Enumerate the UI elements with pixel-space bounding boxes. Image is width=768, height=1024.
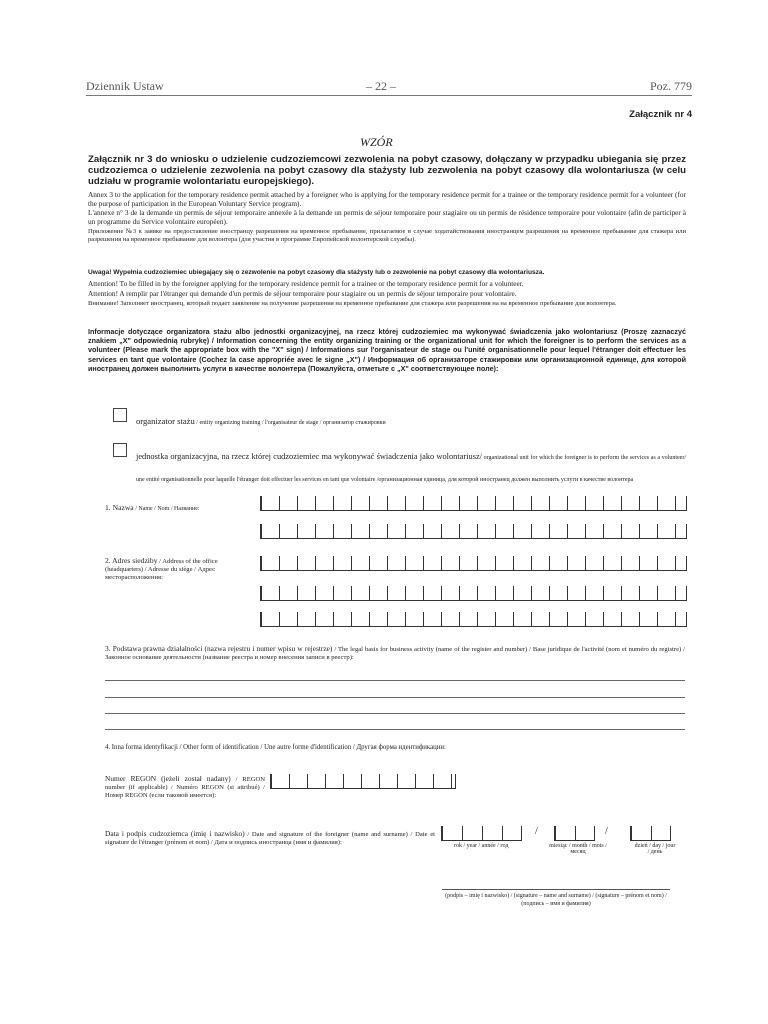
header-rule bbox=[86, 95, 692, 96]
organizer-checkbox[interactable] bbox=[113, 408, 127, 422]
field-legal-basis-label bbox=[105, 644, 685, 662]
option-organizer-label bbox=[136, 410, 686, 429]
date-separator-1: / bbox=[535, 826, 538, 837]
regon-translations: / REGON number (if applicable) / Numéro REGON (si attribué) / Номер REGON (если таковой имеется): bbox=[105, 776, 266, 800]
legal-basis-line-2[interactable] bbox=[105, 697, 685, 698]
field-address-translations: / Address of the office (headquarters) / Adresse du siège / Адрес месторасположения: bbox=[105, 558, 218, 582]
organizer-info-heading: Informacje dotyczące organizatora stażu albo jednostki organizacyjnej, na rzecz której cudzoziemiec ma wykonywać świadczenia jako wolontariusz (Proszę zaznaczyć znakiem „X" odpowiednią rubrykę) / Information concerning the entity organizing training or the organizational unit for which the foreigner is to perform the services as a volunteer (Please mark the appropriate box with the "X" sign) / Informations sur l'organisateur de stage ou l'unité organisationnelle pour lequel l'étranger doit effectuer les services en tant que volontaire (Cochez la case appropriée avec le signe „X") / Информация об организаторе стажировки или организационной единице, для которой иностранец должен выполнить услуги в качестве волонтера (Пожалуйста, отметьте с „X" соответствующее поле): bbox=[88, 327, 686, 373]
signature-line[interactable] bbox=[442, 889, 670, 890]
note-polish: Uwaga! Wypełnia cudzoziemiec ubiegający się o zezwolenie na pobyt czasowy dla stażysty lub o zezwolenie na pobyt czasowy dla wolontariusza. bbox=[88, 269, 545, 276]
regon-label bbox=[105, 774, 265, 801]
signature-caption: (podpis – imię i nazwisko) / (signature – name and surname) / (signature – prénom et nom) / (подпись – имя и фамилия) bbox=[445, 893, 667, 907]
year-caption: rok / year / année / год bbox=[454, 843, 509, 849]
name-input-row-1[interactable] bbox=[260, 496, 687, 511]
month-caption: miesiąc / month / mois / месяц bbox=[549, 843, 607, 855]
position-number: Poz. 779 bbox=[650, 79, 692, 93]
option-organizer-translations: / entity organizing training / l'organisateur de stage / организатор стажировки bbox=[194, 420, 386, 426]
field-address-pl: 2. Adres siedziby bbox=[105, 556, 158, 565]
date-signature-pl: Data i podpis cudzoziemca (imię i nazwisko) bbox=[105, 829, 245, 838]
option-unit-label bbox=[136, 444, 686, 487]
field-legal-basis-translations: / The legal basis for business activity (name of the register and number) / Base juridique de l'activité (nom et numéro du registre) / Законное основание деятельности (название реестра и номер внесения записи в реестр): bbox=[105, 646, 685, 662]
title-polish: Załącznik nr 3 do wniosku o udzielenie cudzoziemcowi zezwolenia na pobyt czasowy, dołączany w przypadku ubiegania się przez cudzoziemca o udzielenie zezwolenia na pobyt czasowy dla stażysty lub zezwolenia na pobyt czasowy dla wolontariusza (w celu udziału w programie wolontariatu europejskiego). bbox=[88, 154, 686, 188]
organizational-unit-checkbox[interactable] bbox=[113, 443, 127, 457]
date-signature-translations: / Date and signature of the foreigner (name and surname) / Date et signature de l'étranger (prénom et nom) / Дата и подпись иностранца (имя и фамилия): bbox=[105, 831, 435, 847]
annex-label: Załącznik nr 4 bbox=[629, 109, 692, 120]
option-unit-translations: organizational unit for which the foreigner is to perform the services as a volunteer/ une entité organisationnelle pour laquelle l'étranger doit effectuer les services en tant que volontaire /организационная единица, для которой иностранец должен выполнить услуги в качестве волонтера bbox=[136, 455, 686, 483]
legal-basis-line-4[interactable] bbox=[105, 729, 685, 730]
month-input[interactable] bbox=[554, 826, 595, 841]
title-french: L'annexe n° 3 de la demande un permis de séjour temporaire annexée à la demande un permis de séjour temporaire pour stagiaire ou un permis de résidence temporaire pour volontaire (afin de participer à un programme du Service volontaire européen). bbox=[88, 208, 686, 226]
address-input-row-3[interactable] bbox=[260, 612, 687, 627]
field-name-translations: / Name / Nom / Название: bbox=[133, 506, 200, 512]
date-separator-2: / bbox=[605, 826, 608, 837]
day-caption: dzień / day / jour / день bbox=[634, 843, 676, 855]
field-other-id-label: 4. Inna forma identyfikacji / Other form of identification / Une autre forme d'identification / Другая форма идентификации: bbox=[105, 744, 446, 751]
page-number: – 22 – bbox=[366, 79, 396, 93]
name-input-row-2[interactable] bbox=[260, 524, 687, 539]
year-input[interactable] bbox=[441, 826, 522, 841]
address-input-row-2[interactable] bbox=[260, 586, 687, 601]
regon-pl: Numer REGON (jeżeli został nadany) bbox=[105, 774, 231, 783]
day-input[interactable] bbox=[630, 826, 671, 841]
option-organizer-pl: organizator stażu bbox=[136, 416, 195, 426]
legal-basis-line-1[interactable] bbox=[105, 680, 685, 681]
title-english: Annex 3 to the application for the temporary residence permit attached by a foreigner who is applying for the temporary residence permit for a trainee or the temporary residence permit for a volunteer (for the purpose of participation in the European Voluntary Service program). bbox=[88, 190, 686, 208]
note-russian: Внимание! Заполняет иностранец, который подает заявление на получение разрешения на временное пребывание для стажера или разрешения на на временное пребывание для волонтера. bbox=[88, 300, 617, 307]
note-french: Attention! A remplir par l'étranger qui demande d'un permis de séjour temporaire pour stagiaire ou un permis de séjour temporaire pour volontaire. bbox=[88, 289, 517, 298]
field-name-pl: 1. Nazwa bbox=[105, 503, 134, 512]
date-signature-label bbox=[105, 829, 435, 847]
journal-name: Dziennik Ustaw bbox=[86, 79, 164, 93]
month-input-right-edge bbox=[594, 826, 595, 840]
field-address-label bbox=[105, 556, 255, 583]
note-english: Attention! To be filled in by the foreigner applying for the temporary residence permit for a trainee or the temporary residence permit for a volunteer. bbox=[88, 279, 524, 288]
field-name-label bbox=[105, 496, 200, 515]
day-input-right-edge bbox=[670, 826, 671, 840]
title-russian: Приложение №3 к заявке на предоставление иностранцу разрешения на временное пребывание, прилагаемое в случае ходатайствования иностранцем разрешения на временное пребывание для стажера или разрешения на временное пребывание для волонтера (для участия в программе Европейской волонтерской службы). bbox=[88, 228, 686, 244]
address-input-row-1[interactable] bbox=[260, 556, 687, 571]
legal-basis-line-3[interactable] bbox=[105, 713, 685, 714]
option-unit-pl: jednostka organizacyjna, na rzecz której cudzoziemiec ma wykonywać świadczenia jako wolontariusz/ bbox=[136, 452, 483, 461]
regon-input[interactable] bbox=[270, 774, 456, 789]
field-legal-basis-pl: 3. Podstawa prawna działalności (nazwa rejestru i numer wpisu w rejestrze) bbox=[105, 644, 333, 653]
year-input-right-edge bbox=[521, 826, 522, 840]
template-label: WZÓR bbox=[360, 135, 393, 149]
